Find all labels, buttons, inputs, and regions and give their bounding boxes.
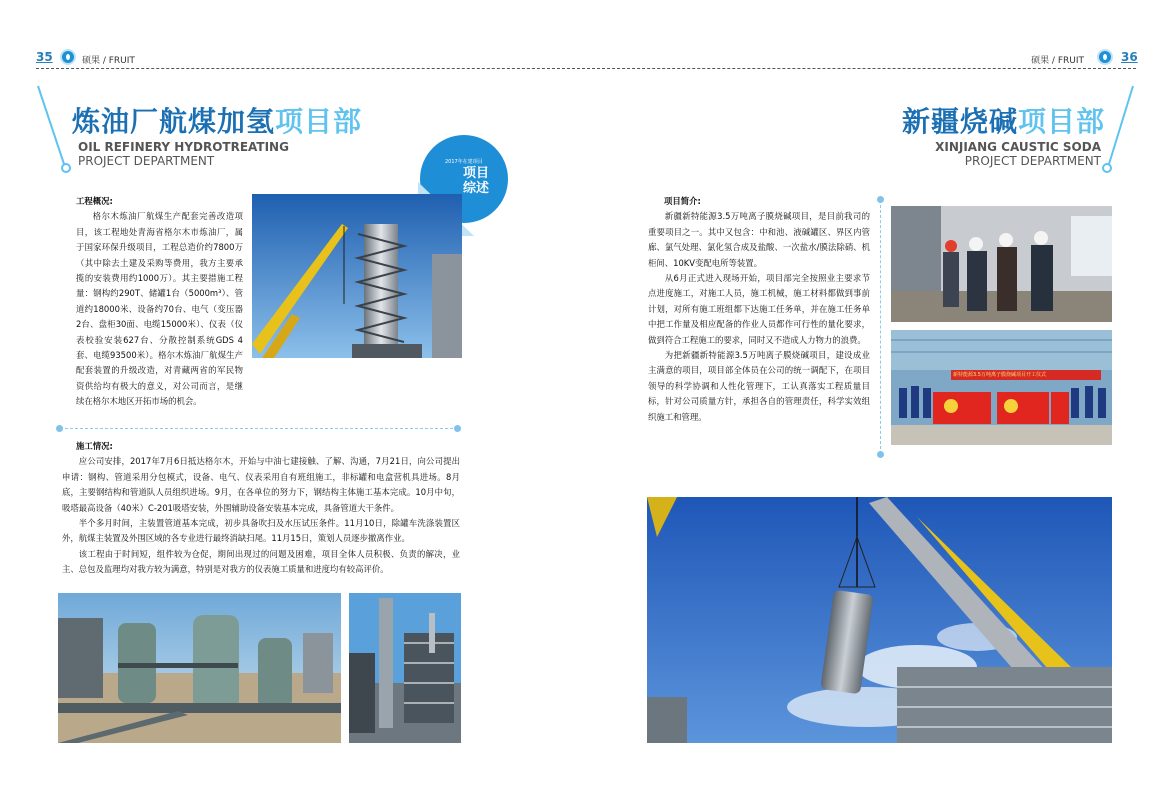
page-number-left: 35 bbox=[36, 50, 53, 64]
ceremony-banner-text: 新特能源3.5万吨离子膜烧碱项目开工仪式 bbox=[953, 372, 1046, 378]
photo-filter-vessels bbox=[58, 593, 341, 743]
construction-paragraph: 应公司安排，2017年7月6日抵达格尔木，开始与中油七建接触、了解、沟通，7月21日，向公司提出申请：钢构、管道采用分包模式，设备、电气、仪表采用自有班组施工，非标罐和电盒营机具进场。8月底，主要钢结构和管道队人员组织进场。9月，在各单位的努力下，钢结构主体施工基本完成。10月中旬，吸塔最高设备（40米）C-201吸塔安装，外围辅助设备安装基本完成，具备管道大干条件。 bbox=[62, 456, 460, 513]
fruit-drop-icon bbox=[60, 49, 76, 65]
photo-refinery-structure bbox=[349, 593, 461, 743]
construction-paragraph: 半个多月时间，主装置管道基本完成，初步具备吹扫及水压试压条件。11月10日，除罐车洗涤装置区外，航煤主装置及外围区域的各专业进行最终消缺扫尾。11月15日，策划人员逐步撤离作业。 bbox=[62, 518, 460, 544]
section-label-left: 硕果 / FRUIT bbox=[82, 56, 135, 66]
construction-section bbox=[62, 439, 460, 578]
right-title-cn: 新疆烧碱项目部 bbox=[902, 105, 1106, 138]
intro-section bbox=[648, 194, 870, 425]
fruit-drop-icon bbox=[1097, 49, 1113, 65]
title-bracket-right bbox=[1097, 84, 1137, 174]
badge-title: 项目 综述 bbox=[463, 166, 490, 196]
title-bracket-left bbox=[36, 84, 72, 174]
photo-groundbreaking-ceremony bbox=[891, 330, 1112, 445]
photo-site-inspection bbox=[891, 206, 1112, 322]
divider-dot bbox=[454, 425, 461, 432]
right-title-en: XINJIANG CAUSTIC SODA PROJECT DEPARTMENT bbox=[935, 140, 1101, 168]
column-divider bbox=[880, 200, 881, 454]
construction-heading: 施工情况: bbox=[76, 441, 113, 451]
section-label-right: 硕果 / FRUIT bbox=[1031, 56, 1084, 66]
overview-text: 格尔木炼油厂航煤生产配套完善改造项目，该工程地处青海省格尔木市炼油厂，属于国家环保升级项目，工程总造价约7800万（其中除去土建及采购等费用，我方主要承揽的安装费用约1000万）。其主要措施工程量：钢构约290T、储罐1台（5000m³）、管道约18000米、设备约70台、电气（变压器2台、盘柜30面、电缆15000米）、仪表（仪表校验安装627台、分散控制系统GDS 4套、电缆93500米）。格尔木炼油厂航煤生产配套装置的升级改造，对青藏两省的军民物资供给均有极大的意义，对公司而言，是继续在格尔木地区开拓市场的机会。 bbox=[76, 211, 243, 407]
left-title-en: OIL REFINERY HYDROTREATING PROJECT DEPARTMENT bbox=[78, 140, 289, 168]
divider-dot bbox=[877, 196, 884, 203]
intro-paragraph: 从6月正式进入现场开始，项目部完全按照业主要求节点进度施工，对施工人员，施工机械，施工材料都做到事前计划，对所有施工班组都下达施工任务单，并在施工任务单中把工作量及相应配备的作业人员都作可行性的量化要求，做到符合工程施工的要求，同时又不造成人力物力的浪费。 bbox=[648, 273, 870, 345]
page-number-right: 36 bbox=[1121, 50, 1138, 64]
header-divider bbox=[36, 68, 1136, 69]
divider-dot bbox=[877, 451, 884, 458]
intro-heading: 项目简介: bbox=[664, 196, 701, 206]
left-title-cn: 炼油厂航煤加氢项目部 bbox=[72, 105, 363, 138]
divider-dot bbox=[56, 425, 63, 432]
intro-paragraph: 新疆新特能源3.5万吨离子膜烧碱项目，是目前我司的重要项目之一。其中又包含：中和池、液碱罐区、界区内管廊、氯气处理、氯化氢合成及盐酸、一次盐水/膜法除硝、机柜间、10KV变配电所等装置。 bbox=[648, 211, 870, 268]
intro-paragraph: 为把新疆新特能源3.5万吨离子膜烧碱项目，建设成业主满意的项目，项目部全体员在公司的统一调配下，在项目领导的科学协调和人性化管理下，工认真落实工程质量目标，针对公司质量方针，承担各自的管理责任，科学实效组织施工和管理。 bbox=[648, 350, 870, 422]
overview-section bbox=[76, 194, 243, 410]
badge-small-text: 2017年在建项目 bbox=[445, 159, 483, 165]
photo-distillation-tower bbox=[252, 194, 462, 358]
section-divider bbox=[60, 428, 458, 429]
overview-heading: 工程概况: bbox=[76, 196, 113, 206]
construction-paragraph: 该工程由于时间短，组件较为仓促，期间出现过的问题及困难，项目全体人员积极、负责的解决，业主、总包及监理均对我方较为满意，特别是对我方的仪表施工质量和进度均有较高评价。 bbox=[62, 548, 460, 575]
photo-crane-lifting-vessel bbox=[647, 497, 1112, 743]
